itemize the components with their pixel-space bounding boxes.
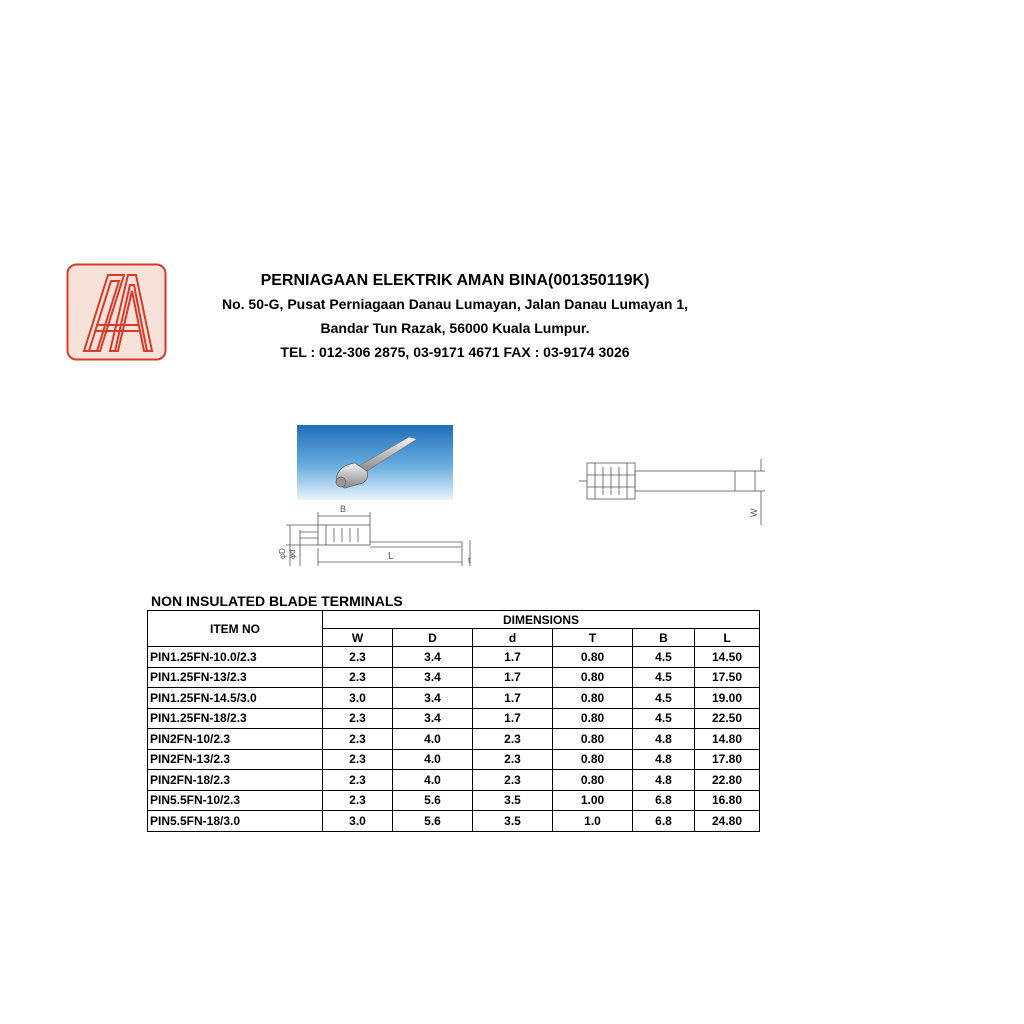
item-no-cell: PIN1.25FN-13/2.3 [148, 667, 323, 688]
table-row [148, 770, 760, 791]
dimension-cell-T: 0.80 [553, 770, 633, 791]
dimension-cell-d: 1.7 [473, 647, 553, 668]
item-no-cell: PIN2FN-13/2.3 [148, 749, 323, 770]
dimension-cell-T: 0.80 [553, 708, 633, 729]
item-no-cell: PIN5.5FN-18/3.0 [148, 811, 323, 832]
table-row [148, 688, 760, 709]
section-title: NON INSULATED BLADE TERMINALS [151, 593, 403, 609]
dimension-cell-d: 1.7 [473, 708, 553, 729]
label-b: B [340, 504, 347, 514]
dimension-cell-W: 3.0 [323, 688, 393, 709]
dimension-cell-T: 0.80 [553, 729, 633, 750]
dimension-cell-L: 19.00 [695, 688, 760, 709]
dimension-cell-d: 1.7 [473, 688, 553, 709]
dimension-cell-B: 4.5 [633, 667, 695, 688]
dimensions-table [147, 610, 760, 832]
dimension-cell-L: 24.80 [695, 811, 760, 832]
dimension-cell-W: 2.3 [323, 667, 393, 688]
dimension-cell-B: 4.5 [633, 647, 695, 668]
table-row [148, 647, 760, 668]
dimension-cell-L: 22.80 [695, 770, 760, 791]
dimension-cell-W: 2.3 [323, 647, 393, 668]
dimension-cell-B: 4.5 [633, 708, 695, 729]
dimension-cell-W: 2.3 [323, 749, 393, 770]
column-header-D: D [393, 629, 473, 647]
item-no-cell: PIN1.25FN-14.5/3.0 [148, 688, 323, 709]
label-t: t [468, 556, 471, 565]
dimension-cell-L: 14.80 [695, 729, 760, 750]
dimension-cell-d: 3.5 [473, 811, 553, 832]
dimension-cell-B: 4.5 [633, 688, 695, 709]
item-no-cell: PIN5.5FN-10/2.3 [148, 790, 323, 811]
dimension-cell-L: 14.50 [695, 647, 760, 668]
dimension-cell-W: 3.0 [323, 811, 393, 832]
dimension-cell-B: 4.8 [633, 729, 695, 750]
dimension-cell-D: 5.6 [393, 790, 473, 811]
dimension-cell-W: 2.3 [323, 708, 393, 729]
dimensions-header: DIMENSIONS [323, 611, 760, 629]
dimension-cell-D: 3.4 [393, 688, 473, 709]
dimension-cell-W: 2.3 [323, 729, 393, 750]
dimension-cell-T: 0.80 [553, 667, 633, 688]
dimension-cell-D: 3.4 [393, 667, 473, 688]
dimension-cell-L: 22.50 [695, 708, 760, 729]
address-line-1: No. 50-G, Pusat Perniagaan Danau Lumayan, Jalan Danau Lumayan 1, [221, 296, 689, 312]
dimension-cell-D: 3.4 [393, 708, 473, 729]
product-photo [297, 425, 453, 500]
dimension-cell-T: 1.00 [553, 790, 633, 811]
table-row [148, 708, 760, 729]
column-header-B: B [633, 629, 695, 647]
item-no-cell: PIN2FN-18/2.3 [148, 770, 323, 791]
table-row [148, 790, 760, 811]
column-header-d: d [473, 629, 553, 647]
label-l: L [388, 551, 394, 562]
top-view-drawing [575, 455, 775, 530]
table-row [148, 749, 760, 770]
company-name: PERNIAGAAN ELEKTRIK AMAN BINA(001350119K) [260, 272, 650, 289]
dimension-cell-D: 4.0 [393, 770, 473, 791]
label-phi-d-lower: φd [288, 549, 297, 559]
dimension-cell-L: 17.50 [695, 667, 760, 688]
dimension-cell-D: 3.4 [393, 647, 473, 668]
dimension-cell-W: 2.3 [323, 790, 393, 811]
item-no-cell: PIN1.25FN-10.0/2.3 [148, 647, 323, 668]
label-w: W [749, 508, 759, 517]
dimension-cell-d: 2.3 [473, 749, 553, 770]
item-no-cell: PIN2FN-10/2.3 [148, 729, 323, 750]
dimension-cell-d: 2.3 [473, 770, 553, 791]
dimension-cell-d: 3.5 [473, 790, 553, 811]
dimension-cell-T: 0.80 [553, 647, 633, 668]
table-row [148, 811, 760, 832]
dimension-cell-d: 2.3 [473, 729, 553, 750]
item-no-header: ITEM NO [148, 611, 323, 647]
dimension-cell-B: 6.8 [633, 790, 695, 811]
dimension-cell-T: 1.0 [553, 811, 633, 832]
dimension-cell-L: 16.80 [695, 790, 760, 811]
dimension-cell-D: 4.0 [393, 729, 473, 750]
item-no-cell: PIN1.25FN-18/2.3 [148, 708, 323, 729]
dimension-cell-W: 2.3 [323, 770, 393, 791]
side-view-drawing [270, 500, 480, 575]
dimension-cell-B: 6.8 [633, 811, 695, 832]
dimension-cell-L: 17.80 [695, 749, 760, 770]
dimension-cell-T: 0.80 [553, 688, 633, 709]
dimension-cell-T: 0.80 [553, 749, 633, 770]
dimension-cell-D: 5.6 [393, 811, 473, 832]
dimension-cell-d: 1.7 [473, 667, 553, 688]
dimension-cell-D: 4.0 [393, 749, 473, 770]
table-row [148, 729, 760, 750]
address-line-2: Bandar Tun Razak, 56000 Kuala Lumpur. [320, 320, 590, 336]
label-phi-d-upper: φD [278, 548, 287, 559]
dimension-cell-B: 4.8 [633, 770, 695, 791]
dimension-cell-B: 4.8 [633, 749, 695, 770]
contact-line: TEL : 012-306 2875, 03-9171 4671 FAX : 03-9174 3026 [280, 344, 630, 360]
column-header-T: T [553, 629, 633, 647]
column-header-W: W [323, 629, 393, 647]
column-header-L: L [695, 629, 760, 647]
table-row [148, 667, 760, 688]
